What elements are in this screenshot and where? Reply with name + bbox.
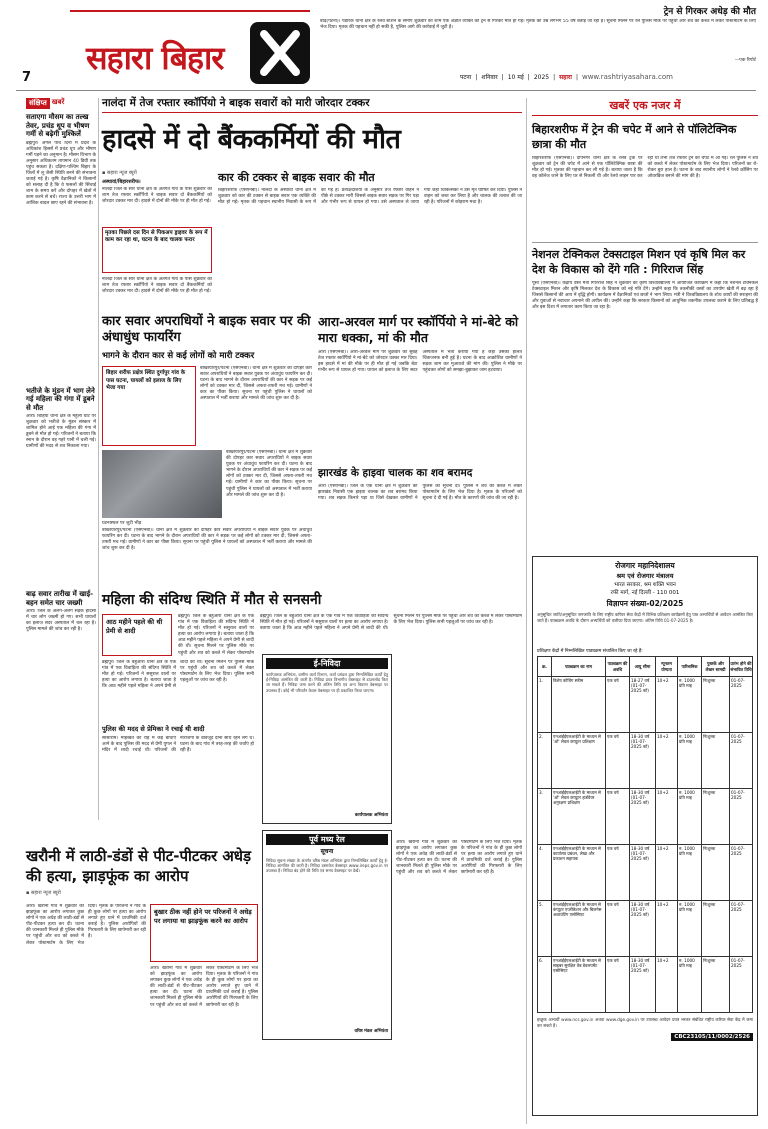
brief-item xyxy=(26,113,96,381)
firing-headline: कार सवार अपराधियों ने बाइक सवार पर की अंधाधुंध फायरिंग xyxy=(102,314,311,345)
ad-code: CBC23105/11/0002/2526 xyxy=(671,1033,753,1041)
cell-start: 01-07-2025 xyxy=(730,789,753,845)
cell-age: 18-30 वर्ष (01-07-2025 को) xyxy=(630,957,656,1013)
lead-story xyxy=(102,96,522,304)
cell-age: 18-30 वर्ष (01-07-2025 को) xyxy=(630,733,656,789)
brief-headline: सताएगा मौसम का तल्ख तेवर, प्रचंड धूप व भीषण गर्मी से बढ़ेगी मुश्किलें xyxy=(26,113,90,138)
col-sno: क्र. xyxy=(538,657,552,677)
column-divider xyxy=(526,98,527,1124)
brief-item xyxy=(26,387,96,585)
table-row xyxy=(538,901,753,957)
cell-stipend: रु. 1000 प्रति माह xyxy=(678,677,702,733)
table-row xyxy=(538,957,753,1013)
brief-headline: बाढ़ सवार तारीख में खाई-बहन समेत चार जख्मी xyxy=(26,590,94,607)
cell-sno: 6. xyxy=(538,957,552,1013)
cell-duration: एक वर्ष xyxy=(606,845,630,901)
tender-notice-title: ई-निविदा xyxy=(266,658,388,669)
masthead-underline xyxy=(16,90,756,91)
cell-qualification: 10+2 xyxy=(656,845,678,901)
firing-caption: घटनास्थल पर जुटी भीड़ xyxy=(102,521,142,526)
website-link[interactable]: www.rashtriyasahara.com xyxy=(581,73,673,81)
kharauni-body-3: आरा। खरौनी गांव में शुक्रवार को झाड़फूंक का आरोप लगाकर कुछ लोगों ने एक अधेड़ की लाठी-डंडों से पीट-पीटकर हत्या कर दी। घटना की जानकारी मिलते ही पुलिस मौके पर पहुंची और शव को कब्जे में लेकर पोस्टमार्टम के लिए भेज दिया। मृतक के परिजनों ने गांव के ही कुछ लोगों पर हत्या का आरोप लगाते हुए थाने में प्राथमिकी दर्ज कराई है। पुलिस आरोपियों की गिरफ्तारी के लिए छापेमारी कर रही है। xyxy=(396,840,522,876)
lead-byline: ▪ सहारा न्यूज ब्यूरो xyxy=(102,170,137,176)
brief-body: आरा। जिले के अलग-अलग सड़क हादसों में चार लोग जख्मी हो गए। सभी घायलों का इलाज सदर अस्पताल में चल रहा है। पुलिस मामले की जांच कर रही है। xyxy=(26,609,96,633)
ara-headline: आरा-अरवल मार्ग पर स्कॉर्पियो ने मां-बेटे को मारा धक्का, मां की मौत xyxy=(318,314,519,345)
lead-left xyxy=(102,170,212,301)
cell-duration: एक वर्ष xyxy=(606,733,630,789)
right-headline-2: नेशनल टेक्निकल टेक्सटाइल मिशन एवं कृषि मिल कर देश के विकास को देंगे गति : गिरिराज सिंह xyxy=(532,242,758,277)
col-books: पुस्तकें और लेखन सामग्री xyxy=(702,657,730,677)
tender-notice xyxy=(262,654,392,824)
cell-duration: एक वर्ष xyxy=(606,901,630,957)
cell-books: निःशुल्क xyxy=(702,901,730,957)
cell-course: एनआईईएलआईटी के माध्यम से कंप्यूटर एप्लीकेशन और बिजनेस अकाउंटिंग एसोसिएट xyxy=(552,901,606,957)
cell-sno: 2. xyxy=(538,733,552,789)
cell-duration: एक वर्ष xyxy=(606,677,630,733)
cell-age: 18-30 वर्ष (01-07-2025 को) xyxy=(630,845,656,901)
col-age: आयु सीमा xyxy=(630,657,656,677)
top-story xyxy=(320,4,756,64)
cell-age: 18-30 वर्ष (01-07-2025 को) xyxy=(630,901,656,957)
course-table xyxy=(537,656,753,1013)
cell-start: 01-07-2025 xyxy=(730,845,753,901)
col-start: प्रारंभ होने की संभावित तिथि xyxy=(730,657,753,677)
cell-stipend: रु. 1000 प्रति माह xyxy=(678,901,702,957)
day: शनिवार xyxy=(481,74,498,81)
cell-start: 01-07-2025 xyxy=(730,901,753,957)
lead-headline: हादसे में दो बैंककर्मियों की मौत xyxy=(102,124,401,155)
brief-body: आरा। बिहिया थाना क्षेत्र के महुली घाट पर शुक्रवार को भतीजे के मुंडन संस्कार में शामिल होने आई एक महिला की गंगा में डूबने से मौत हो गई। परिजनों ने बताया कि स्नान के दौरान वह गहरे पानी में चली गई। ग्रामीणों की मदद से शव निकाला गया। xyxy=(26,414,96,450)
lead-dateline: अस्थावां/बिहारशरीफ। xyxy=(102,179,141,185)
cell-start: 01-07-2025 xyxy=(730,677,753,733)
briefs-tag-label-2: खबरें xyxy=(51,98,65,106)
kharauni-headline: खरौनी में लाठी-डंडों से पीट-पीटकर अधेड़ की हत्या, झाड़फूंक का आरोप xyxy=(26,847,252,885)
suspicious-body: ब्रह्मपुर। जिले के बहुआरा थाना क्षेत्र के एक गांव में एक विवाहिता की संदिग्ध स्थिति में मौत हो गई। परिजनों ने ससुराल वालों पर हत्या का आरोप लगाया है। बताया जाता है कि आठ महीने पहले महिला ने अपने प्रेमी से शादी की थी। सूचना मिलने पर पुलिस मौके पर पहुंची और शव को कब्जे में लेकर पोस्टमार्टम xyxy=(178,614,254,656)
right-body-1: बिहारशरीफ (एसएनबी)। दीपनगर थाना क्षेत्र के रेलवे ट्रैक पर शुक्रवार को ट्रेन की चपेट में आने से एक पॉलिटेक्निक छात्रा की मौत हो गई। मृतका की पहचान कर ली गई है। बताया जाता है कि वह कॉलेज जाने के लिए घर से निकली थी और रेलवे लाइन पार कर रही थी तभी तेज रफ्तार ट्रेन की चपेट में आ गई। रेल पुलिस ने शव को कब्जे में लेकर पोस्टमार्टम के लिए भेज दिया। परिजनों का रो-रोकर बुरा हाल है। घटना के बाद स्थानीय लोगों ने रेलवे क्रॉसिंग पर ओवरब्रिज बनाने की मांग की है। xyxy=(532,156,758,180)
paper-name: सहारा xyxy=(559,74,572,81)
right-column xyxy=(532,98,758,518)
cell-start: 01-07-2025 xyxy=(730,733,753,789)
tender-notice-body: कार्यपालक अभियंता, ग्रामीण कार्य विभाग, कार्य प्रमंडल द्वारा निम्नलिखित कार्यों हेतु ई-निविदा आमंत्रित की जाती है। निविदा प्रपत्र विभागीय वेबसाइट से डाउनलोड किए जा सकते हैं। निविदा जमा करने की अंतिम तिथि एवं अन्य विवरण वेबसाइट पर उपलब्ध हैं। कोई भी परिवर्तन केवल वेबसाइट पर ही प्रकाशित किया जाएगा। xyxy=(266,672,388,693)
table-row xyxy=(538,789,753,845)
ara-story xyxy=(318,314,522,464)
cell-start: 01-07-2025 xyxy=(730,957,753,1013)
ad-org-1: रोजगार महानिदेशालय xyxy=(615,561,675,570)
page-number: 7 xyxy=(22,70,32,85)
cell-sno: 1. xyxy=(538,677,552,733)
right-tag: खबरें एक नजर में xyxy=(532,98,758,116)
cell-qualification: 10+2 xyxy=(656,901,678,957)
cell-qualification: 10+2 xyxy=(656,957,678,1013)
suspicious-subhead: पुलिस की मदद से प्रेमिका ने रचाई थी शादी xyxy=(102,725,205,733)
cell-course: एनआईईएलआईटी के माध्यम से 'ओ' लेवल कंप्यूटर प्रशिक्षण xyxy=(552,733,606,789)
masthead-rule xyxy=(70,10,310,12)
ad-number: विज्ञापन संख्या-02/2025 xyxy=(606,599,684,608)
table-row xyxy=(538,733,753,789)
jharkhand-story xyxy=(318,466,522,584)
masthead-strip: पटना | शनिवार | 10 मई | 2025 | सहारा | www.rashtriyasahara.com xyxy=(460,73,673,81)
suspicious-body-2: ब्रह्मपुर। जिले के बहुआरा थाना क्षेत्र के एक गांव में एक विवाहिता की संदिग्ध स्थिति में मौत हो गई। परिजनों ने ससुराल वालों पर हत्या का आरोप लगाया है। बताया जाता है कि आठ महीने पहले महिला ने अपने प्रेमी से शादी की थी। सूचना मिलने पर पुलिस मौके पर पहुंची और शव को कब्जे में लेकर पोस्टमार्टम के लिए भेज दिया। पुलिस सभी पहलुओं पर जांच कर रही है। xyxy=(102,660,254,690)
lead-intro: नालंदा जिले के सारे थाना क्षेत्र के अंतर्गत गांव के पास शुक्रवार की शाम तेज रफ्तार स्कॉर्पियो ने बाइक सवार दो बैंककर्मियों को जोरदार टक्कर मार दी। हादसे में दोनों की मौके पर ही मौत हो गई। xyxy=(102,187,212,205)
kharauni-byline: ▪ सहारा न्यूज ब्यूरो xyxy=(26,890,61,896)
col-stipend: पारिश्रमिक xyxy=(678,657,702,677)
col-qualification: न्यूनतम योग्यता xyxy=(656,657,678,677)
col-duration: पाठ्यक्रम की अवधि xyxy=(606,657,630,677)
lead-byline-text: सहारा न्यूज ब्यूरो xyxy=(106,170,137,176)
year: 2025 xyxy=(533,73,550,81)
right-body-2: पूसा (एसएनबी)। केंद्रीय वस्त्र मंत्री गिरिराज सिंह ने शुक्रवार को कृषि विश्वविद्यालय में आयोजित कार्यक्रम में कहा कि नेशनल टेक्निकल टेक्सटाइल मिशन और कृषि मिलकर देश के विकास को नई गति देंगे। उन्होंने कहा कि तकनीकी वस्त्रों का उपयोग खेती में बढ़ रहा है जिससे किसानों की आय में वृद्धि होगी। कार्यक्रम में वैज्ञानिकों एवं छात्रों ने भाग लिया। मंत्री ने विश्वविद्यालय के शोध कार्यों की सराहना की और युवाओं से नवाचार अपनाने की अपील की। उन्होंने कहा कि सरकार किसानों को आधुनिक तकनीक उपलब्ध कराने के लिए प्रतिबद्ध है और इस दिशा में लगातार काम किया जा रहा है। xyxy=(532,281,758,311)
cell-sno: 4. xyxy=(538,845,552,901)
masthead xyxy=(0,0,768,96)
cell-course: एनआईईएलआईटी के माध्यम से कार्यालय प्रबंधन, लेखा और प्रकाशन सहायक xyxy=(552,845,606,901)
tender-notice-footer: कार्यपालक अभियंता xyxy=(354,813,388,818)
kharauni-byline-text: सहारा न्यूज ब्यूरो xyxy=(30,890,61,896)
suspicious-headline: महिला की संदिग्ध स्थिति में मौत से सनसनी xyxy=(102,592,322,608)
ara-body: आरा (एसएनबी)। आरा-अरवल मार्ग पर शुक्रवार की सुबह तेज रफ्तार स्कॉर्पियो ने मां-बेटे को जोरदार धक्का मार दिया। इस हादसे में मां की मौके पर ही मौत हो गई जबकि बेटा गंभीर रूप से घायल हो गया। घायल को इलाज के लिए सदर अस्पताल में भर्ती कराया गया है जहां उसकी हालत चिंताजनक बनी हुई है। घटना के बाद आक्रोशित ग्रामीणों ने सड़क जाम कर मुआवजे की मांग की। पुलिस ने मौके पर पहुंचकर लोगों को समझा-बुझाकर जाम हटवाया। xyxy=(318,350,522,374)
briefs-tag xyxy=(26,98,96,109)
railway-notice-footer: वरिष्ठ मंडल अभियंता xyxy=(354,1029,388,1034)
cell-course: एनआईईएलआईटी के माध्यम से साइबर सुरक्षित वेब डेवलपमेंट एसोसिएट xyxy=(552,957,606,1013)
cell-sno: 5. xyxy=(538,901,552,957)
top-story-body: बाढ़(पटना)। पंडारक थाना क्षेत्र के रेलवे स्टेशन के समीप शुक्रवार की शाम एक अज्ञात व्यक्ति की ट्रेन से गिरकर मौत हो गई। मृतक की उम्र लगभग 55 वर्ष बताई जा रही है। सूचना मिलने पर रेल पुलिस मौके पर पहुंची और शव को कब्जे में लेकर पोस्टमार्टम के लिए भेज दिया। मृतक की पहचान नहीं हो सकी है, पुलिस आगे की कार्रवाई में जुटी है। xyxy=(320,19,756,31)
kharauni-box: बुखार ठीक नहीं होने पर परिजनों ने अधेड़ पर लगाया था झाड़फूंक करने का आरोप xyxy=(150,904,258,962)
kharauni-side xyxy=(396,840,522,1124)
kharauni-story xyxy=(26,846,258,1124)
column-divider xyxy=(98,98,99,820)
right-headline-1: बिहारशरीफ में ट्रेन की चपेट में आने से पॉलिटेक्निक छात्रा की मौत xyxy=(532,123,737,151)
firing-body-3: बख्तियारपुर/पटना (एसएनबी)। थाना क्षेत्र में शुक्रवार की दोपहर कार सवार अपराधियों ने बाइक सवार युवक पर अंधाधुंध फायरिंग कर दी। घटना के बाद भागने के दौरान अपराधियों की कार ने सड़क पर कई लोगों को टक्कर मार दी, जिससे अफरा-तफरी मच गई। ग्रामीणों ने कार का पीछा किया। सूचना पर पहुंची पुलिस ने घायलों को अस्पताल में भर्ती कराया और मामले की जांच शुरू कर दी है। xyxy=(102,528,312,552)
table-row xyxy=(538,845,753,901)
cell-books: निःशुल्क xyxy=(702,789,730,845)
briefs-tag-label: संक्षिप्त xyxy=(26,98,50,109)
cell-course: एनआईईएलआईटी के माध्यम से 'ओ' लेवल कंप्यूटर हार्डवेयर अनुरक्षण प्रशिक्षण xyxy=(552,789,606,845)
kharauni-body-2: आरा। खरौनी गांव में शुक्रवार को झाड़फूंक का आरोप लगाकर कुछ लोगों ने एक अधेड़ की लाठी-डंडों से पीट-पीटकर हत्या कर दी। घटना की जानकारी मिलते ही पुलिस मौके पर पहुंची और शव को कब्जे में लेकर पोस्टमार्टम के लिए भेज दिया। मृतक के परिजनों ने गांव के ही कुछ लोगों पर हत्या का आरोप लगाते हुए थाने में प्राथमिकी दर्ज कराई है। पुलिस आरोपियों की गिरफ्तारी के लिए छापेमारी कर रही है। xyxy=(150,966,258,1008)
firing-body: बख्तियारपुर/पटना (एसएनबी)। थाना क्षेत्र में शुक्रवार की दोपहर कार सवार अपराधियों ने बाइक सवार युवक पर अंधाधुंध फायरिंग कर दी। घटना के बाद भागने के दौरान अपराधियों की कार ने सड़क पर कई लोगों को टक्कर मार दी, जिससे अफरा-तफरी मच गई। ग्रामीणों ने कार का पीछा किया। सूचना पर पहुंची पुलिस ने घायलों को अस्पताल में भर्ती कराया और मामले की जांच शुरू कर दी है। xyxy=(200,366,312,402)
masthead-title: सहारा बिहार xyxy=(86,39,224,77)
date: 10 मई xyxy=(507,74,524,81)
suspicious-body-3: सासाराम। मोहब्बत की राह में कई बाधाएं आने के बाद पुलिस की मदद से प्रेमी युगल ने मंदिर में शादी रचाई थी। परिजनों की नाराजगी के बावजूद दोनों साथ रहने लगे थे। घटना के बाद गांव में तरह-तरह की चर्चाएं हो रही हैं। xyxy=(102,736,254,754)
cell-age: 18-30 वर्ष (01-07-2025 को) xyxy=(630,789,656,845)
lead-subhead: कार की टक्कर से बाइक सवार की मौत xyxy=(218,171,375,184)
top-story-headline: ट्रेन से गिरकर अधेड़ की मौत xyxy=(663,7,756,17)
ad-org-2: श्रम एवं रोजगार मंत्रालय xyxy=(616,572,674,580)
ad-org-4: रफी मार्ग, नई दिल्ली - 110 001 xyxy=(610,590,680,596)
top-story-credit: —एक रिपोर्ट xyxy=(734,58,756,63)
firing-body-2: बख्तियारपुर/पटना (एसएनबी)। थाना क्षेत्र में शुक्रवार की दोपहर कार सवार अपराधियों ने बाइक सवार युवक पर अंधाधुंध फायरिंग कर दी। घटना के बाद भागने के दौरान अपराधियों की कार ने सड़क पर कई लोगों को टक्कर मार दी, जिससे अफरा-तफरी मच गई। ग्रामीणों ने कार का पीछा किया। सूचना पर पहुंची पुलिस ने घायलों को अस्पताल में भर्ती कराया और मामले की जांच शुरू कर दी है। xyxy=(226,450,312,498)
briefs-column xyxy=(26,98,96,820)
cell-stipend: रु. 1000 प्रति माह xyxy=(678,845,702,901)
cell-books: निःशुल्क xyxy=(702,733,730,789)
cell-qualification: 10+2 xyxy=(656,733,678,789)
firing-photo xyxy=(102,450,222,518)
city: पटना xyxy=(460,74,472,81)
cell-qualification: 10+2 xyxy=(656,677,678,733)
firing-story xyxy=(102,314,312,584)
col-course: पाठ्यक्रम का नाम xyxy=(552,657,606,677)
cell-course: विशेष कोचिंग स्कीम xyxy=(552,677,606,733)
cell-books: निःशुल्क xyxy=(702,677,730,733)
ad-org-3: भारत सरकार, श्रम शक्ति भवन xyxy=(614,582,676,588)
cell-stipend: रु. 1000 प्रति माह xyxy=(678,733,702,789)
lead-kicker: नालंदा में तेज रफ्तार स्कॉर्पियो ने बाइक सवारों को मारी जोरदार टक्कर xyxy=(102,96,522,113)
ad-intro: अनुसूचित जाति/अनुसूचित जनजाति के लिए राष्ट्रीय करियर सेवा केंद्रों में विभिन्न प्रशिक्षण कार्यक्रमों हेतु पात्र अभ्यर्थियों से आवेदन आमंत्रित किए जाते हैं। पाठ्यक्रम अवधि के दौरान अभ्यर्थियों को वजीफा दिया जाएगा। अंतिम तिथि 01-07-2025 है। xyxy=(537,612,753,623)
ad-table-caption: प्रशिक्षण केंद्रों में निम्नलिखित पाठ्यक्रम संचालित किए जा रहे हैं: xyxy=(537,649,643,654)
brief-item xyxy=(26,590,96,769)
firing-box: बिहार शरीफ प्रक्षेत्र स्थित दुर्गापुर गांव के पास घटना, घायलों को इलाज के लिए भेजा गया xyxy=(102,366,196,446)
brief-body: ब्रह्मपुर। अगले पांच दिनों में प्रदेश के अधिकांश हिस्सों में प्रचंड धूप और भीषण गर्मी पड़ने का अनुमान है। मौसम विभाग के अनुसार अधिकतम तापमान 40 डिग्री तक पहुंच सकता है। दक्षिण-पश्चिम बिहार के जिलों में लू जैसी स्थिति बनने की संभावना जताई गई है। कृषि वैज्ञानिकों ने किसानों को सलाह दी है कि वे फसलों की सिंचाई शाम के समय करें और दोपहर में खेतों में काम करने से बचें। राज्य के उत्तरी भाग में आंशिक बादल छाए रहने की संभावना है। xyxy=(26,140,96,207)
cell-duration: एक वर्ष xyxy=(606,789,630,845)
ad-footer: इच्छुक अभ्यर्थी www.ncs.gov.in अथवा www.dge.gov.in पर उपलब्ध आवेदन प्रपत्र भरकर संबंधित राष्ट्रीय करियर सेवा केंद्र में जमा कर सकते हैं। xyxy=(537,1017,753,1028)
railway-notice xyxy=(262,830,392,1040)
cell-age: 18-27 वर्ष (01-07-2025 को) xyxy=(630,677,656,733)
cell-books: निःशुल्क xyxy=(702,957,730,1013)
table-row xyxy=(538,677,753,733)
job-advertisement xyxy=(532,556,758,1116)
kharauni-body: आरा। खरौनी गांव में शुक्रवार को झाड़फूंक का आरोप लगाकर कुछ लोगों ने एक अधेड़ की लाठी-डंडों से पीट-पीटकर हत्या कर दी। घटना की जानकारी मिलते ही पुलिस मौके पर पहुंची और शव को कब्जे में लेकर पोस्टमार्टम के लिए भेज दिया। मृतक के परिजनों ने गांव के ही कुछ लोगों पर हत्या का आरोप लगाते हुए थाने में प्राथमिकी दर्ज कराई है। पुलिस आरोपियों की गिरफ्तारी के लिए छापेमारी कर रही है। xyxy=(26,904,146,946)
cell-stipend: रु. 1000 प्रति माह xyxy=(678,789,702,845)
railway-notice-title: पूर्व मध्य रेल xyxy=(266,834,388,845)
cell-stipend: रु. 1000 प्रति माह xyxy=(678,957,702,1013)
firing-subhead: भागने के दौरान कार से कई लोगों को मारी टक्कर xyxy=(102,351,255,361)
course-table-header xyxy=(538,657,753,677)
lead-right xyxy=(218,170,522,298)
lead-body: बिहारशरीफ (एसएनबी)। नालंदा के अस्थावां थाना क्षेत्र में शुक्रवार को कार की टक्कर से बाइक सवार एक व्यक्ति की मौत हो गई। मृतक की पहचान स्थानीय निवासी के रूप में की गई है। प्रत्यक्षदर्शियों के अनुसार तेज रफ्तार वाहन ने पीछे से टक्कर मारी जिससे बाइक सवार सड़क पर गिर पड़ा और गंभीर रूप से घायल हो गया। उसे अस्पताल ले जाया गया जहां चिकित्सकों ने उसे मृत घोषित कर दिया। पुलिस ने वाहन को जब्त कर लिया है और चालक की तलाश की जा रही है। परिजनों में कोहराम मचा है। xyxy=(218,188,522,206)
railway-notice-body: निविदा सूचना संख्या के अंतर्गत वरिष्ठ मंडल अभियंता द्वारा निम्नलिखित कार्यों हेतु ई-निविदा आमंत्रित की जाती है। निविदा दस्तावेज वेबसाइट www.ireps.gov.in पर उपलब्ध हैं। निविदा बंद होने की तिथि एवं समय वेबसाइट पर देखें। xyxy=(266,858,388,874)
suspicious-box: आठ महीने पहले की थी प्रेमी से शादी xyxy=(102,614,172,656)
jharkhand-headline: झारखंड के हाइवा चालक का शव बरामद xyxy=(318,467,473,479)
cell-qualification: 10+2 xyxy=(656,789,678,845)
masthead-x-logo xyxy=(250,22,310,84)
lead-box: मृतका पिछले दस दिन से पिकअप ड्राइवर के रूप में काम कर रहा था, घटना के बाद चालक फरार xyxy=(102,227,212,273)
lead-intro-2: नालंदा जिले के सारे थाना क्षेत्र के अंतर्गत गांव के पास शुक्रवार की शाम तेज रफ्तार स्कॉर्पियो ने बाइक सवार दो बैंककर्मियों को जोरदार टक्कर मार दी। हादसे में दोनों की मौके पर ही मौत हो गई। xyxy=(102,277,212,295)
railway-notice-subtitle: सूचना xyxy=(320,848,334,855)
suspicious-body-right: ब्रह्मपुर। जिले के बहुआरा थाना क्षेत्र के एक गांव में एक विवाहिता की संदिग्ध स्थिति में मौत हो गई। परिजनों ने ससुराल वालों पर हत्या का आरोप लगाया है। बताया जाता है कि आठ महीने पहले महिला ने अपने प्रेमी से शादी की थी। सूचना मिलने पर पुलिस मौके पर पहुंची और शव को कब्जे में लेकर पोस्टमार्टम के लिए भेज दिया। पुलिस सभी पहलुओं पर जांच कर रही है। xyxy=(260,614,522,632)
cell-books: निःशुल्क xyxy=(702,845,730,901)
cell-duration: एक वर्ष xyxy=(606,957,630,1013)
cell-sno: 3. xyxy=(538,789,552,845)
jharkhand-body: आरा (एसएनबी)। जिले के एक थाना क्षेत्र में शुक्रवार को झारखंड निवासी एक हाइवा चालक का शव बरामद किया गया। शव सड़क किनारे पड़ा था जिसे देखकर ग्रामीणों ने पुलिस को सूचना दी। पुलिस ने शव को कब्जे में लेकर पोस्टमार्टम के लिए भेज दिया है। मृतक के परिजनों को सूचना दे दी गई है। मौत के कारणों की जांच की जा रही है। xyxy=(318,484,522,502)
brief-headline: भतीजे के मुंडन में भाग लेने गई महिला की गंगा में डूबने से मौत xyxy=(26,386,95,412)
